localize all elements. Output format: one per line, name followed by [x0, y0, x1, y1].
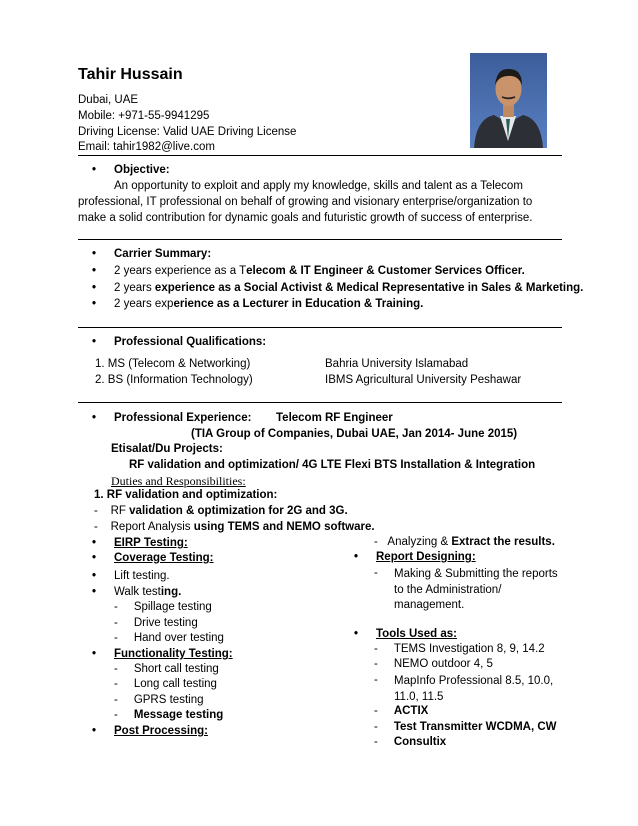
carrier-item: [114, 282, 583, 294]
rf-item: - Report Analysis using TEMS and NEMO software.: [94, 521, 375, 533]
rf-item-text: RF: [110, 505, 130, 517]
objective-line: professional, IT professional on behalf of growing and visionary enterprise/organization to: [78, 196, 533, 208]
objective-line: An opportunity to exploit and apply my knowledge, skills and talent as a Telecom: [114, 180, 523, 192]
objective-line: make a solid contribution for dynamic goals and futuristic growth of success of enterprise.: [78, 212, 533, 224]
rf-heading: 1. RF validation and optimization:: [94, 489, 278, 501]
rf-item-emphasis: validation & optimization for 2G and 3G.: [129, 505, 348, 517]
experience-title: • Professional Experience:: [114, 412, 251, 424]
sub-item-text: Message testing: [133, 709, 224, 721]
profile-photo: [470, 53, 547, 148]
making-reports: Making & Submitting the reports to the Administration/ management.: [394, 568, 558, 611]
university: IBMS Agricultural University Peshawar: [325, 374, 522, 386]
driving-license: Driving License: Valid UAE Driving License: [78, 126, 297, 138]
qualifications-title: • Professional Qualifications:: [114, 336, 266, 348]
divider: [78, 155, 562, 156]
coverage-testing: • Coverage Testing:: [114, 552, 213, 564]
rf-item: - RF validation & optimization for 2G and 3G.: [94, 505, 348, 517]
carrier-item-emphasis: elecom & IT Engineer & Customer Services Officer.: [246, 265, 525, 277]
report-dash: -: [374, 567, 378, 579]
report-designing: • Report Designing:: [376, 551, 476, 563]
degree: 2. BS (Information Technology): [95, 374, 253, 386]
sub-item: - Drive testing: [114, 617, 198, 629]
sub-item-text: Drive testing: [133, 617, 198, 629]
tool-item: - NEMO outdoor 4, 5: [374, 658, 493, 670]
tool-text: TEMS Investigation 8, 9, 14.2: [393, 643, 545, 655]
tools-title: • Tools Used as:: [376, 628, 457, 640]
walk-testing-emphasis: ing.: [160, 586, 182, 598]
sub-item-text: Hand over testing: [133, 632, 224, 644]
company: (TIA Group of Companies, Dubai UAE, Jan 2014- June 2015): [191, 428, 518, 440]
walk-testing-text: Walk test: [114, 586, 161, 598]
sub-item-text: Long call testing: [133, 678, 217, 690]
carrier-item-emphasis: erience as a Lecturer in Education & Training.: [173, 298, 424, 310]
carrier-item: [114, 265, 525, 277]
tool-dash: -: [374, 674, 378, 686]
carrier-summary-title: • Carrier Summary:: [114, 248, 211, 260]
degree: 1. MS (Telecom & Networking): [95, 358, 251, 370]
mobile: Mobile: +971-55-9941295: [78, 110, 210, 122]
carrier-item: [114, 298, 423, 310]
sub-item: - GPRS testing: [114, 694, 204, 706]
person-icon: [470, 53, 547, 148]
projects-title: Etisalat/Du Projects:: [111, 443, 223, 455]
analyzing-item: - Analyzing & Extract the results.: [374, 536, 555, 548]
tool-item: - TEMS Investigation 8, 9, 14.2: [374, 643, 545, 655]
tool-text: Test Transmitter WCDMA, CW: [393, 721, 557, 733]
eirp-testing: • EIRP Testing:: [114, 537, 188, 549]
sub-item: - Hand over testing: [114, 632, 224, 644]
sub-item-text: GPRS testing: [133, 694, 204, 706]
carrier-item-emphasis: experience as a Social Activist & Medical Representative in Sales & Marketing.: [154, 282, 584, 294]
tool-item: - Consultix: [374, 736, 447, 748]
sub-item: - Spillage testing: [114, 601, 212, 613]
functionality-testing: • Functionality Testing:: [114, 648, 233, 660]
post-processing: • Post Processing:: [114, 725, 208, 737]
divider: [78, 239, 562, 240]
lift-testing: • Lift testing.: [114, 570, 170, 582]
project-description: RF validation and optimization/ 4G LTE Flexi BTS Installation & Integration: [129, 459, 536, 471]
tool-item: - Test Transmitter WCDMA, CW: [374, 721, 557, 733]
sub-item-text: Spillage testing: [133, 601, 212, 613]
sub-item: - Message testing: [114, 709, 224, 721]
location: Dubai, UAE: [78, 94, 139, 106]
email: Email: tahir1982@live.com: [78, 141, 215, 153]
tool-text: ACTIX: [393, 705, 429, 717]
divider: [78, 402, 562, 403]
sub-item-text: Short call testing: [133, 663, 219, 675]
sub-item: - Long call testing: [114, 678, 217, 690]
divider: [78, 327, 562, 328]
job-role: Telecom RF Engineer: [276, 412, 393, 424]
objective-title: • Objective:: [114, 164, 170, 176]
university: Bahria University Islamabad: [325, 358, 469, 370]
rf-item-text: Report Analysis: [110, 521, 194, 533]
carrier-item-text: 2 years exp: [114, 298, 174, 310]
analyzing-text: Analyzing &: [387, 536, 452, 548]
carrier-item-text: 2 years: [114, 282, 155, 294]
walk-testing: [114, 586, 181, 598]
candidate-name: Tahir Hussain: [78, 66, 183, 83]
tool-item: - ACTIX: [374, 705, 429, 717]
rf-item-emphasis: using TEMS and NEMO software.: [193, 521, 375, 533]
analyzing-emphasis: Extract the results.: [451, 536, 555, 548]
tool-text: Consultix: [393, 736, 447, 748]
sub-item: - Short call testing: [114, 663, 219, 675]
carrier-item-text: 2 years experience as a T: [114, 265, 247, 277]
tool-text: MapInfo Professional 8.5, 10.0, 11.0, 11.5: [394, 675, 554, 703]
duties-title: Duties and Responsibilities:: [111, 474, 246, 488]
tool-text: NEMO outdoor 4, 5: [393, 658, 493, 670]
